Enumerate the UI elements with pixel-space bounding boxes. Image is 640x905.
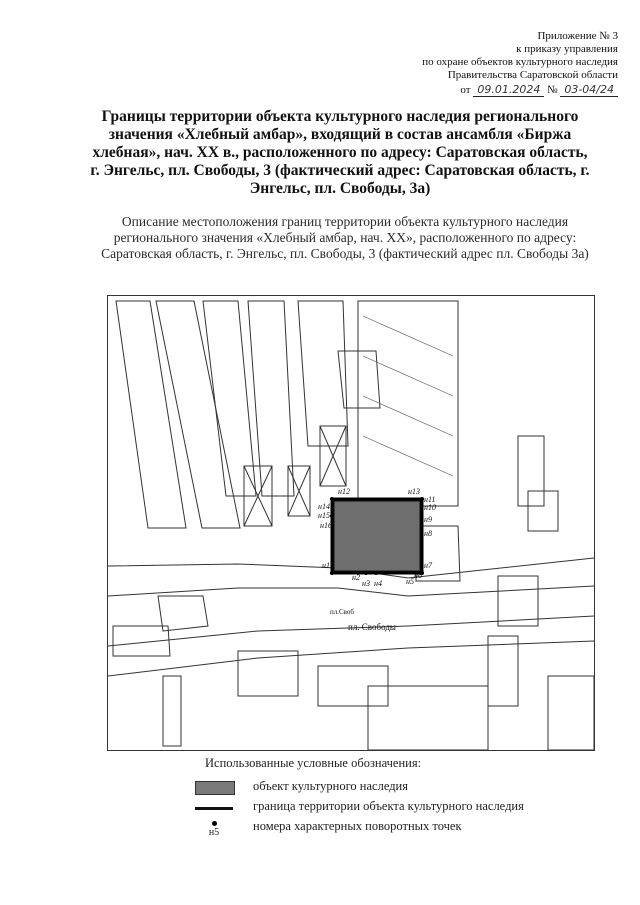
legend-item-boundary: [185, 799, 605, 819]
point-label: н14: [318, 502, 330, 511]
map-building: [368, 686, 488, 750]
legend-item-text: номера характерных поворотных точек: [253, 819, 462, 833]
boundary-point: [330, 514, 334, 518]
point-label: н10: [424, 503, 436, 512]
street-label: пл.Своб: [330, 608, 354, 616]
boundary-point: [364, 571, 368, 575]
map-building: [498, 576, 538, 626]
map-building: [488, 636, 518, 706]
map-building: [548, 676, 594, 750]
point-label: н1: [322, 561, 330, 570]
point-label: н8: [424, 529, 432, 538]
map-building: [248, 301, 294, 496]
map-street: [108, 586, 594, 596]
boundary-point: [330, 571, 334, 575]
legend-title: Использованные условные обозначения:: [205, 756, 422, 770]
boundary-point: [374, 571, 378, 575]
heritage-object: [334, 501, 420, 571]
map-building: [338, 351, 380, 408]
boundary-map: [107, 295, 595, 751]
point-label: н3: [362, 579, 370, 588]
map-building: [528, 491, 558, 531]
point-label: н11: [424, 495, 436, 504]
map-building: [163, 676, 181, 746]
point-symbol-label: н5: [208, 827, 220, 838]
point-label: н15: [318, 511, 330, 520]
boundary-point: [330, 497, 334, 501]
legend-item-heritage-object: [185, 779, 605, 799]
point-label: н2: [352, 573, 360, 582]
legend-item-points: [185, 819, 605, 839]
hatched-area-icon: [195, 781, 235, 795]
appendix-department: по охране объектов культурного наследия: [422, 56, 618, 68]
map-building: [116, 301, 186, 528]
point-icon: [195, 821, 233, 838]
point-label: н12: [338, 487, 350, 496]
appendix-order-ref: к приказу управления: [516, 43, 618, 55]
point-label: н16: [320, 521, 332, 530]
map-legend: [185, 756, 605, 839]
appendix-header: [358, 30, 618, 97]
appendix-number: Приложение № 3: [537, 30, 618, 42]
point-label: н7: [424, 561, 432, 570]
map-building: [156, 301, 240, 528]
legend-item-text: граница территории объекта культурного наследия: [253, 799, 524, 813]
order-date-row: [358, 83, 618, 97]
point-label: н4: [374, 579, 382, 588]
document-title: Границы территории объекта культурного наследия регионального значения «Хлебный амбар», входящий в состав ансамбля «Биржа хлебная», нач. XX в., расположенного по адресу: Саратовская область, г. Энгельс, пл. Свободы, 3 (фактический адрес: Саратовская область, г. Энгельс, пл. Свободы, 3а): [90, 108, 590, 197]
map-building: [203, 301, 256, 496]
map-drawing: [108, 296, 594, 750]
legend-item-text: объект культурного наследия: [253, 779, 408, 793]
order-number: 03-04/24: [560, 83, 618, 97]
point-label: н5: [406, 577, 414, 586]
square-label: пл. Свободы: [348, 622, 396, 632]
order-date: 09.01.2024: [473, 83, 544, 97]
map-building: [518, 436, 544, 506]
point-label: н13: [408, 487, 420, 496]
thick-line-icon: [195, 807, 233, 810]
from-label: от: [460, 84, 471, 96]
number-label: №: [547, 84, 558, 96]
map-building: [358, 301, 458, 506]
appendix-government: Правительства Саратовской области: [447, 69, 618, 81]
location-description: Описание местоположения границ территории объекта культурного наследия регионального значения «Хлебный амбар, нач. XX», расположенного по адресу: Саратовская область, г. Энгельс, пл. Свободы, 3 (фактический адрес пл. Свободы 3а): [101, 214, 589, 261]
point-label: н6: [414, 571, 422, 580]
point-label: н9: [424, 515, 432, 524]
map-street: [108, 641, 594, 676]
